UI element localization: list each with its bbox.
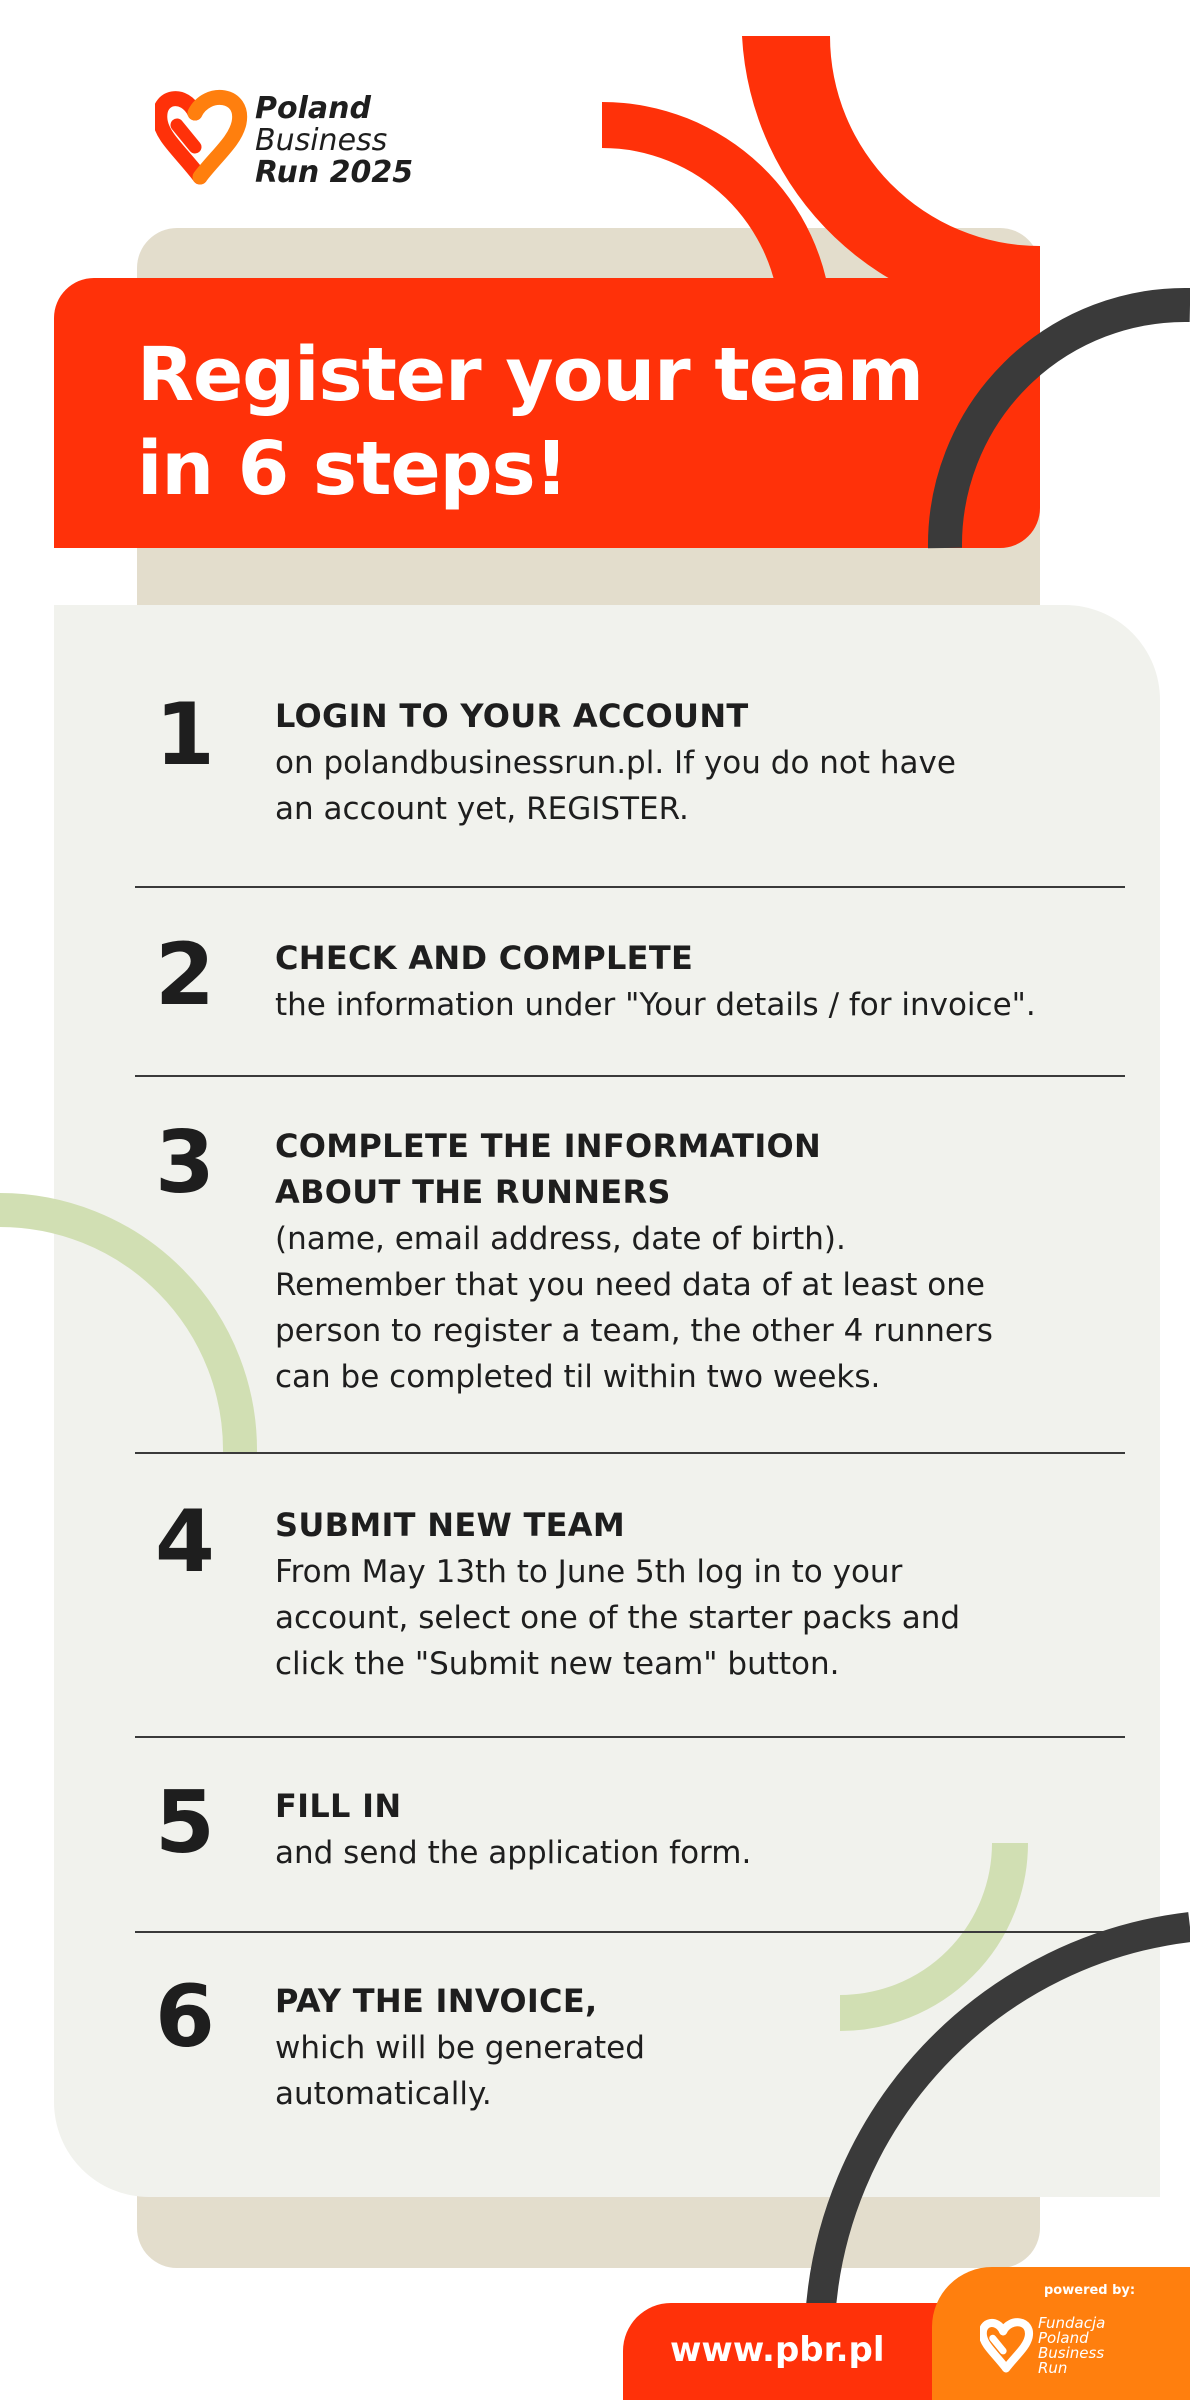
step-1-number: 1 [155,685,215,785]
step-2-title: CHECK AND COMPLETE [275,939,694,977]
step-5-title: FILL IN [275,1787,402,1825]
foundation-text [1038,2316,1105,2376]
step-3-number: 3 [155,1113,215,1213]
page-title-line1: Register your team [137,332,923,418]
step-4-body-line: From May 13th to June 5th log in to your [275,1554,903,1590]
foundation-line: Fundacja [1038,2314,1106,2332]
step-1-title: LOGIN TO YOUR ACCOUNT [275,697,749,735]
step-4-number: 4 [155,1492,215,1592]
step-4-body-line: account, select one of the starter packs and [275,1600,961,1636]
step-1-body-line: on polandbusinessrun.pl. If you do not have [275,745,956,781]
step-3-body-line: (name, email address, date of birth). [275,1221,846,1257]
step-4-body-line: click the "Submit new team" button. [275,1646,840,1682]
foundation-line: Poland [1038,2329,1089,2347]
step-3-body-line: Remember that you need data of at least one [275,1267,985,1303]
step-3-body-line: person to register a team, the other 4 runners [275,1313,993,1349]
step-4-title: SUBMIT NEW TEAM [275,1506,626,1544]
step-3-body-line: can be completed til within two weeks. [275,1359,881,1395]
step-6-body-line: which will be generated [275,2030,645,2066]
step-5-number: 5 [155,1773,215,1873]
step-2-body-line: the information under "Your details / for invoice". [275,987,1036,1023]
logo-line1: Poland [255,91,371,126]
step-3-title-line: ABOUT THE RUNNERS [275,1173,671,1211]
logo-line3: Run 2025 [255,155,414,190]
step-6-body-line: automatically. [275,2076,492,2112]
step-6-title: PAY THE INVOICE, [275,1982,598,2020]
step-5-body-line: and send the application form. [275,1835,752,1871]
website-link[interactable]: www.pbr.pl [670,2330,885,2370]
logo-line2: Business [255,123,388,158]
step-2-number: 2 [155,925,215,1025]
page-title-line2: in 6 steps! [137,426,568,512]
foundation-logo [980,2310,1120,2380]
heart-logo-small-icon [980,2314,1035,2374]
foundation-line: Business [1038,2344,1105,2362]
powered-by-label: powered by: [1044,2283,1136,2298]
step-3-title-line: COMPLETE THE INFORMATION [275,1127,822,1165]
foundation-line: Run [1038,2359,1068,2377]
step-6-number: 6 [155,1967,215,2067]
step-1-body-line: an account yet, REGISTER. [275,791,689,827]
